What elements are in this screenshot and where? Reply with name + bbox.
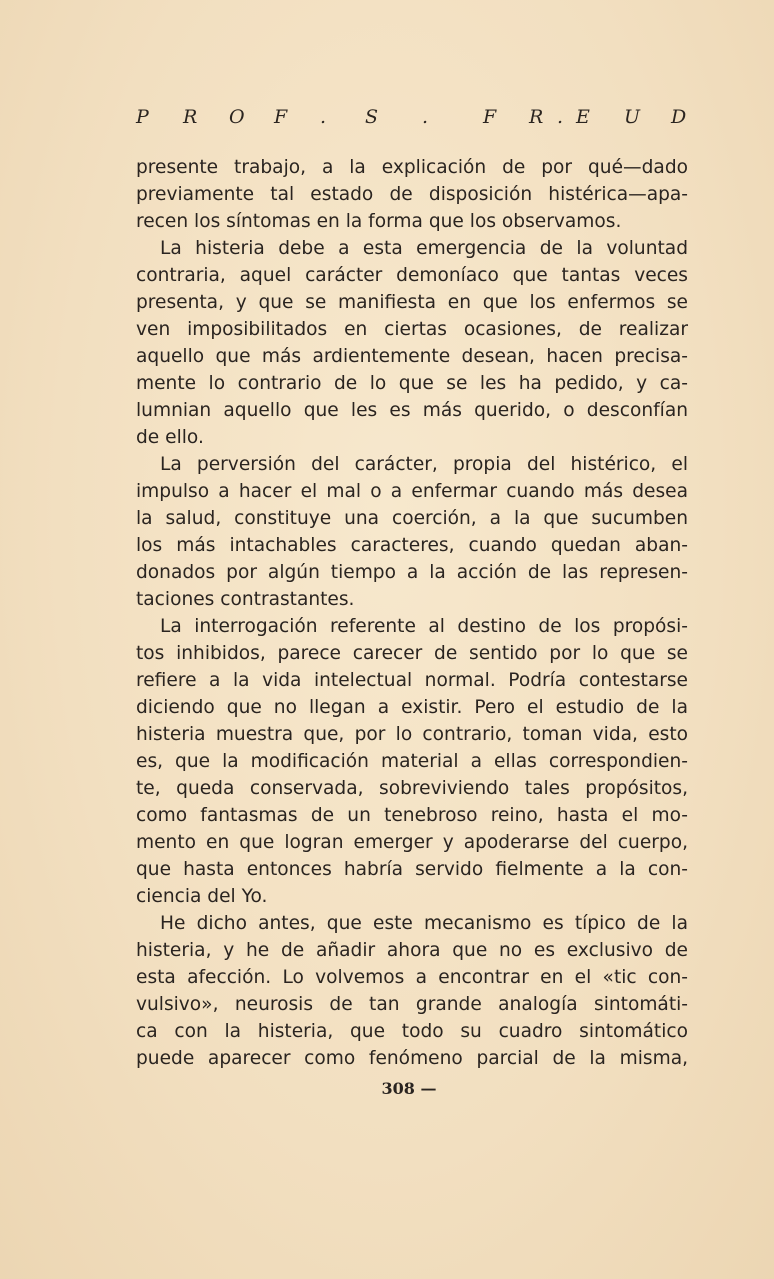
text-line: de ello. xyxy=(136,427,204,448)
text-line: contraria, aquel carácter demoníaco que tantas veces xyxy=(136,265,688,286)
text-line: histeria muestra que, por lo contrario, toman vida, esto xyxy=(136,724,688,745)
header-letter: F xyxy=(274,106,288,128)
text-line: que hasta entonces habría servido fielmente a la con- xyxy=(136,859,688,880)
text-line: ca con la histeria, que todo su cuadro sintomático xyxy=(136,1021,688,1042)
header-letter: . xyxy=(422,106,429,128)
text-line: ven imposibilitados en ciertas ocasiones, de realizar xyxy=(136,319,688,340)
header-letter: S xyxy=(365,106,379,128)
text-line: donados por algún tiempo a la acción de las represen- xyxy=(136,562,688,583)
header-letter: R xyxy=(183,106,198,128)
header-letter: E xyxy=(576,106,590,128)
text-line: aquello que más ardientemente desean, hacen precisa- xyxy=(136,346,688,367)
text-line: vulsivo», neurosis de tan grande analogía sintomáti- xyxy=(136,994,688,1015)
text-line: ciencia del Yo. xyxy=(136,886,268,907)
text-line: puede aparecer como fenómeno parcial de la misma, xyxy=(136,1048,688,1069)
page-number: 308 — xyxy=(381,1079,437,1098)
text-line: presente trabajo, a la explicación de por qué—dado xyxy=(136,157,688,178)
header-letter: . xyxy=(320,106,327,128)
text-line: La perversión del carácter, propia del histérico, el xyxy=(160,454,688,475)
text-line: refiere a la vida intelectual normal. Podría contestarse xyxy=(136,670,688,691)
text-line: impulso a hacer el mal o a enfermar cuando más desea xyxy=(136,481,688,502)
text-line: esta afección. Lo volvemos a encontrar en el «tic con- xyxy=(136,967,688,988)
text-line: mento en que logran emerger y apoderarse del cuerpo, xyxy=(136,832,688,853)
header-letter: . xyxy=(557,106,564,128)
text-line: taciones contrastantes. xyxy=(136,589,355,610)
header-letter: F xyxy=(483,106,497,128)
body-text xyxy=(136,154,688,1072)
text-line: como fantasmas de un tenebroso reino, hasta el mo- xyxy=(136,805,688,826)
text-line: lumnian aquello que les es más querido, o desconfían xyxy=(136,400,688,421)
text-line: mente lo contrario de lo que se les ha pedido, y ca- xyxy=(136,373,688,394)
text-line: te, queda conservada, sobreviviendo tales propósitos, xyxy=(136,778,688,799)
header-letter: U xyxy=(624,106,641,128)
text-line: tos inhibidos, parece carecer de sentido por lo que se xyxy=(136,643,688,664)
text-line: He dicho antes, que este mecanismo es típico de la xyxy=(160,913,688,934)
header-letter: O xyxy=(229,106,245,128)
header-letter: R xyxy=(529,106,544,128)
running-header xyxy=(136,106,688,136)
text-line: la salud, constituye una coerción, a la que sucumben xyxy=(136,508,688,529)
text-line: recen los síntomas en la forma que los observamos. xyxy=(136,211,622,232)
text-line: presenta, y que se manifiesta en que los enfermos se xyxy=(136,292,688,313)
text-line: La histeria debe a esta emergencia de la voluntad xyxy=(160,238,688,259)
header-letter: D xyxy=(671,106,687,128)
text-line: diciendo que no llegan a existir. Pero el estudio de la xyxy=(136,697,688,718)
text-line: histeria, y he de añadir ahora que no es exclusivo de xyxy=(136,940,688,961)
text-line: previamente tal estado de disposición histérica—apa- xyxy=(136,184,688,205)
text-line: La interrogación referente al destino de los propósi- xyxy=(160,616,688,637)
text-line: es, que la modificación material a ellas correspondien- xyxy=(136,751,688,772)
header-letter: P xyxy=(136,106,149,128)
text-line: los más intachables caracteres, cuando quedan aban- xyxy=(136,535,688,556)
